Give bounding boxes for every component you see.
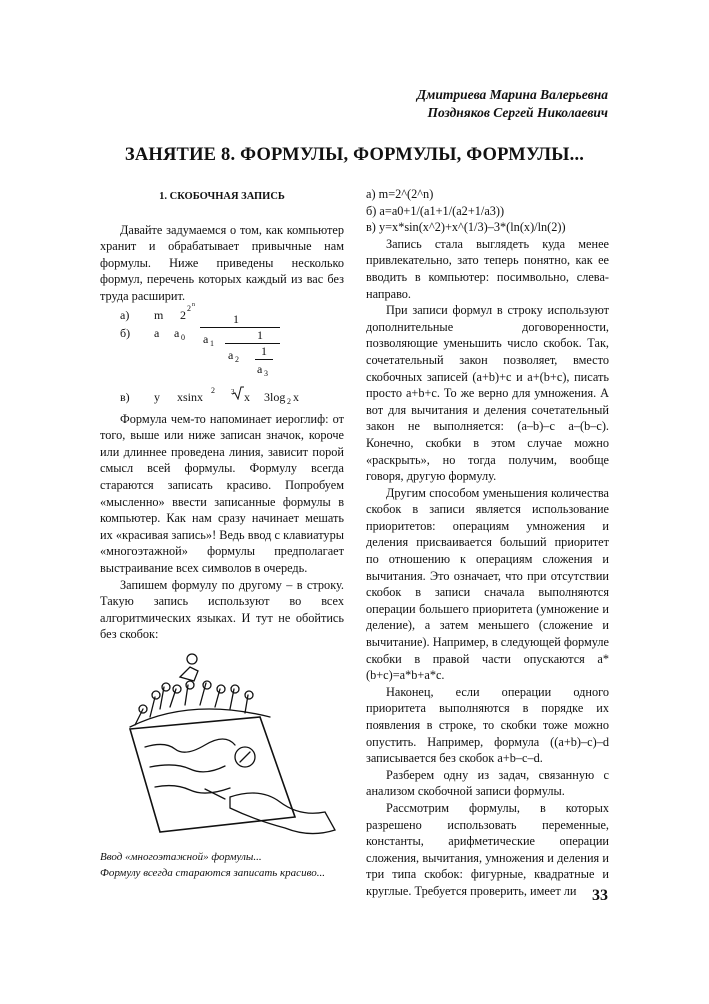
linear-formula-b: б) a=a0+1/(a1+1/(a2+1/a3)) xyxy=(366,203,505,218)
formula-a3-sub: 3 xyxy=(264,368,268,378)
formula-a0-sub: 0 xyxy=(181,332,185,342)
formula-v-lhs: y xyxy=(154,389,160,404)
section-heading: 1. СКОБОЧНАЯ ЗАПИСЬ xyxy=(159,191,285,202)
paragraph-task: Разберем одну из задач, связанную с анализом скобочной записи формулы. xyxy=(366,767,609,799)
formula-v-log-sub: 2 xyxy=(287,396,291,406)
formula-a1: a xyxy=(203,331,209,346)
left-column xyxy=(100,189,344,881)
author-1: Дмитриева Марина Валерьевна xyxy=(416,87,608,102)
formula-one-1: 1 xyxy=(233,311,239,326)
formula-a1-sub: 1 xyxy=(210,338,214,348)
formula-b-label: б) xyxy=(120,325,131,340)
page-number: 33 xyxy=(592,887,608,904)
paragraph-brackets: Рассмотрим формулы, в которых разрешено использовать переменные, константы, арифметические операции сложения, вычитания, умножения и деления и три типа скобок: фигурные, квадратные и круглые. Требуется проверить, имеет ли xyxy=(366,800,609,898)
formula-one-2: 1 xyxy=(257,327,263,342)
formula-v-log-arg: x xyxy=(293,389,299,404)
formula-v-sin-exp: 2 xyxy=(211,385,215,395)
authors-block xyxy=(417,86,608,122)
paragraph-associative: При записи формул в строку используют дополнительные договоренности, позволяющие уменьшить число скобок. Так, сочетательный закон позволяет, вместо скобочных записей (a+b)+c и a+(b+c), писать просто a+b+c. То же верно для умножения. А вот для вычитания и деления сочетательный закон не выполняется: (a–b)–c a–(b–c). Конечно, скобки в этом случае можно «раскрыть», но тогда получим, вообще говоря, другую формулу. xyxy=(366,303,609,484)
illustration-cartoon xyxy=(110,647,338,837)
radical-sign-icon xyxy=(232,386,244,400)
formula-a-exp2: n xyxy=(192,301,195,308)
formula-v-sin: xsinx xyxy=(177,389,204,404)
formula-a0: a xyxy=(174,325,180,340)
formula-a2: a xyxy=(228,347,234,362)
chapter-title: ЗАНЯТИЕ 8. ФОРМУЛЫ, ФОРМУЛЫ, ФОРМУЛЫ... xyxy=(124,145,585,165)
paragraph-input: Запись стала выглядеть куда менее привлекательно, зато теперь понятно, как ее вводить в компьютер: посимвольно, слева-направо. xyxy=(366,236,609,301)
formula-v-root-arg: x xyxy=(244,389,250,404)
paragraph-hieroglyph: Формула чем-то напоминает иероглиф: от того, выше или ниже записан значок, короче или длиннее проведена линия, зависит порой смысл всей формулы. Формулу всегда стараются записать красиво. Попробуем «мысленно» ввести записанные формулы в компьютер. Как нам сразу начинает мешать их «красивая запись»! Ведь ввод с клавиатуры «многоэтажной» формулы предполагает выстраивание всех символов в очередь. xyxy=(100,411,344,575)
right-column xyxy=(366,186,609,900)
formula-b-lhs: a xyxy=(154,325,160,340)
formula-a-exp: 2 xyxy=(187,303,191,313)
formula-one-3: 1 xyxy=(261,343,267,358)
fraction-line-2 xyxy=(225,343,280,344)
figure-caption-1: Ввод «многоэтажной» формулы... xyxy=(100,851,262,864)
formula-block xyxy=(100,301,344,411)
formula-a-lhs: m xyxy=(154,307,164,322)
formula-a3: a xyxy=(257,361,263,376)
linear-formula-a: а) m=2^(2^n) xyxy=(366,187,434,201)
fraction-line-3 xyxy=(255,359,273,360)
formula-a2-sub: 2 xyxy=(235,354,239,364)
fraction-line-1 xyxy=(200,327,280,328)
formula-v-label: в) xyxy=(120,389,130,404)
paragraph-intro: Давайте задумаемся о том, как компьютер хранит и обрабатывает привычные нам формулы. Ниже приведены несколько формул, перечень которых каждый из вас без труда расширит. xyxy=(100,222,344,303)
paragraph-priorities: Другим способом уменьшения количества скобок в записи является использование приоритетов: операциям умножения и деления присваивается больший приоритет по отношению к операциям сложения и вычитания. Это означает, что при отсутствии скобок в записи сначала выполняются операции большего приоритета (умножение и деление), а затем меньшего (сложение и вычитание). Например, в следующей формуле скобки в правой части опускаются a*(b+c)=a*b+a*c. xyxy=(366,485,609,683)
paragraph-inline: Запишем формулу по другому – в строку. Такую запись используют во всех алгоритмических языках. И тут не обойтись без скобок: xyxy=(100,577,344,642)
formula-v-root-index: 3 xyxy=(231,387,235,396)
linear-formula-v: в) y=x*sin(x^2)+x^(1/3)–3*(ln(x)/ln(2)) xyxy=(366,220,566,235)
formula-a-base: 2 xyxy=(180,307,186,322)
paragraph-order: Наконец, если операции одного приоритета выполняются в порядке их появления в строке, то скобки тоже можно опустить. Например, формула ((a+b)–c)–d записывается без скобок a+b–c–d. xyxy=(366,684,609,766)
author-2: Поздняков Сергей Николаевич xyxy=(427,105,608,120)
figure-caption-2: Формулу всегда стараются записать красиво... xyxy=(100,867,325,880)
formula-a-label: а) xyxy=(120,307,130,322)
formula-v-log: 3log xyxy=(264,389,286,404)
